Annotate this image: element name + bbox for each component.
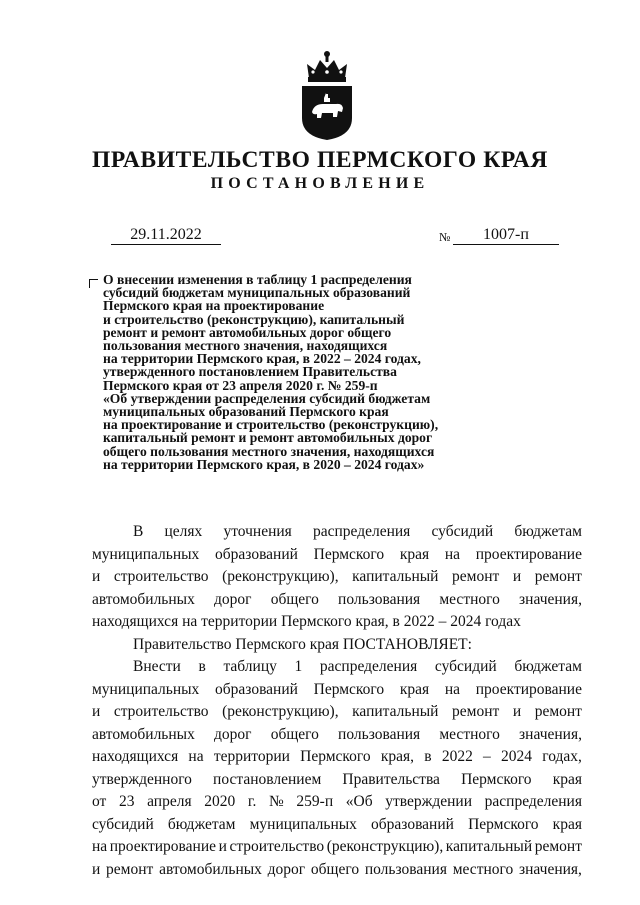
- word: 259-п: [296, 793, 334, 810]
- title-line: муниципальных образований Пермского края: [103, 404, 389, 420]
- word: таблицу: [223, 658, 277, 675]
- coat-of-arms-emblem: [298, 48, 356, 142]
- word: капитальный: [445, 838, 533, 855]
- title-line: капитальный ремонт и ремонт автомобильных дорог: [103, 430, 433, 446]
- word: общего: [270, 725, 319, 743]
- title-line: Пермского края на проектирование: [103, 298, 325, 314]
- paragraph-line: [92, 679, 582, 702]
- word: уточнения: [223, 523, 292, 540]
- word: муниципальных: [92, 545, 200, 563]
- paragraph-line: Правительство Пермского края ПОСТАНОВЛЯЕТ:: [133, 635, 472, 653]
- word: значения,: [518, 860, 582, 878]
- word: в: [424, 748, 432, 765]
- word: бюджетам: [514, 658, 582, 675]
- word: дорог: [214, 725, 252, 743]
- word: Пермского: [313, 680, 385, 698]
- word: строительство: [229, 838, 325, 855]
- word: на: [444, 680, 461, 698]
- word: капитальный: [352, 568, 439, 585]
- word: и: [512, 703, 522, 720]
- title-line: пользования местного значения, находящихся: [103, 338, 388, 354]
- word: 2024: [501, 748, 532, 765]
- paragraph-line: [92, 746, 582, 769]
- title-line: «Об утверждении распределения субсидий бюджетам: [103, 390, 431, 406]
- word: (реконструкцию),: [326, 838, 444, 855]
- word: утверждении: [385, 793, 473, 810]
- word: (реконструкцию),: [222, 568, 339, 585]
- word: Внести: [133, 658, 181, 675]
- word: общего: [270, 590, 319, 608]
- word: и: [92, 568, 101, 585]
- word: дорог: [267, 860, 306, 878]
- word: и: [92, 703, 101, 720]
- word: целях: [164, 523, 203, 540]
- word: ремонт: [534, 838, 582, 855]
- title-line: на территории Пермского края, в 2022 – 2024 годах,: [103, 351, 421, 367]
- word: края: [399, 545, 430, 563]
- title-line: О внесении изменения в таблицу 1 распределения: [103, 272, 412, 287]
- paragraph-line: [92, 656, 582, 679]
- title-line: и строительство (реконструкцию), капитальный: [103, 311, 405, 327]
- word: проектирование: [475, 680, 582, 698]
- paragraph-line: [92, 589, 582, 612]
- title-line: субсидий бюджетам муниципальных образований: [103, 285, 411, 301]
- word: капитальный: [352, 703, 439, 720]
- document-title: [103, 273, 483, 471]
- word: №: [268, 793, 284, 810]
- word: 2020: [204, 793, 236, 810]
- paragraph-line: [92, 701, 582, 724]
- word: бюджетам: [167, 815, 236, 833]
- word: строительство: [113, 703, 209, 720]
- word: «Об: [345, 793, 373, 810]
- word: пользования: [338, 725, 421, 743]
- word: автомобильных: [159, 860, 262, 878]
- word: пользования: [338, 590, 421, 608]
- word: годах,: [542, 748, 582, 765]
- word: бюджетам: [514, 523, 582, 540]
- word: субсидий: [431, 523, 494, 540]
- word: общего: [310, 860, 360, 878]
- word: местного: [452, 860, 514, 878]
- title-line: ремонт и ремонт автомобильных дорог общего: [103, 324, 392, 340]
- word: 23: [118, 793, 135, 810]
- word: на: [92, 838, 108, 855]
- word: г.: [247, 793, 257, 810]
- word: автомобильных: [92, 590, 195, 608]
- word: проектирование: [475, 545, 582, 563]
- word: на: [444, 545, 461, 563]
- word: образований: [371, 815, 454, 833]
- word: Правительства: [342, 770, 440, 788]
- document-type: ПОСТАНОВЛЕНИЕ: [210, 175, 430, 192]
- paragraph-line: [92, 544, 582, 567]
- word: края: [552, 770, 582, 788]
- word: постановлением: [213, 770, 322, 788]
- title-line: Пермского края от 23 апреля 2020 г. № 259-п: [103, 377, 378, 393]
- word: края,: [380, 748, 415, 765]
- organization-title: ПРАВИТЕЛЬСТВО ПЕРМСКОГО КРАЯ: [92, 147, 548, 173]
- word: ремонт: [452, 703, 500, 720]
- word: местного: [439, 590, 500, 608]
- word: распределения: [484, 793, 582, 810]
- word: значения,: [519, 725, 582, 743]
- word: и: [218, 838, 227, 855]
- word: (реконструкцию),: [222, 703, 339, 720]
- word: дорог: [214, 590, 252, 608]
- word: распределения: [312, 523, 411, 540]
- paragraph-line: [92, 859, 582, 882]
- word: ремонт: [534, 568, 582, 585]
- word: края: [399, 680, 430, 698]
- paragraph-line: находящихся на территории Пермского края, в 2022 – 2024 годах: [92, 613, 521, 630]
- word: края: [552, 815, 582, 833]
- word: 2022: [441, 748, 473, 765]
- word: В: [133, 523, 144, 540]
- word: муниципальных: [92, 680, 200, 698]
- word: и: [92, 860, 101, 878]
- word: строительство: [113, 568, 209, 585]
- paragraph-line: [92, 724, 582, 747]
- word: Пермского: [468, 815, 539, 833]
- title-corner-mark: [89, 279, 98, 288]
- number-label: №: [439, 230, 451, 244]
- word: Пермского: [461, 770, 532, 788]
- word: ремонт: [106, 860, 154, 878]
- word: субсидий: [434, 658, 497, 675]
- title-line: на проектирование и строительство (реконструкцию),: [103, 417, 439, 433]
- word: Пермского: [313, 545, 385, 563]
- word: ремонт: [452, 568, 500, 585]
- word: и: [512, 568, 522, 585]
- paragraph-line: [92, 566, 582, 589]
- word: от: [92, 793, 107, 810]
- word: –: [483, 748, 491, 765]
- word: утвержденного: [92, 770, 192, 788]
- word: проектирование: [109, 838, 216, 855]
- paragraph-line: [92, 814, 582, 837]
- word: образований: [215, 680, 298, 698]
- word: 1: [294, 658, 303, 675]
- title-line: утвержденного постановлением Правительства: [103, 364, 397, 380]
- word: местного: [439, 725, 500, 743]
- word: находящихся: [92, 748, 179, 765]
- word: Пермского: [300, 748, 371, 765]
- paragraph-line: [92, 521, 582, 544]
- document-body: [92, 521, 582, 881]
- word: субсидий: [92, 815, 154, 833]
- document-date: 29.11.2022: [111, 226, 221, 245]
- title-line: на территории Пермского края, в 2020 – 2024 годах»: [103, 456, 425, 472]
- word: значения,: [519, 590, 582, 608]
- word: апреля: [147, 793, 192, 810]
- word: автомобильных: [92, 725, 195, 743]
- word: на: [188, 748, 204, 765]
- word: в: [198, 658, 206, 675]
- word: пользования: [364, 860, 447, 878]
- crown-icon: [307, 51, 347, 82]
- word: ремонт: [534, 703, 582, 720]
- paragraph-line: [92, 836, 582, 859]
- paragraph-line: [92, 769, 582, 792]
- title-line: общего пользования местного значения, находящихся: [103, 443, 435, 459]
- word: территории: [213, 748, 290, 765]
- word: муниципальных: [249, 815, 357, 833]
- word: распределения: [319, 658, 418, 675]
- document-number: 1007-п: [453, 226, 559, 245]
- word: образований: [215, 545, 298, 563]
- paragraph-line: [92, 791, 582, 814]
